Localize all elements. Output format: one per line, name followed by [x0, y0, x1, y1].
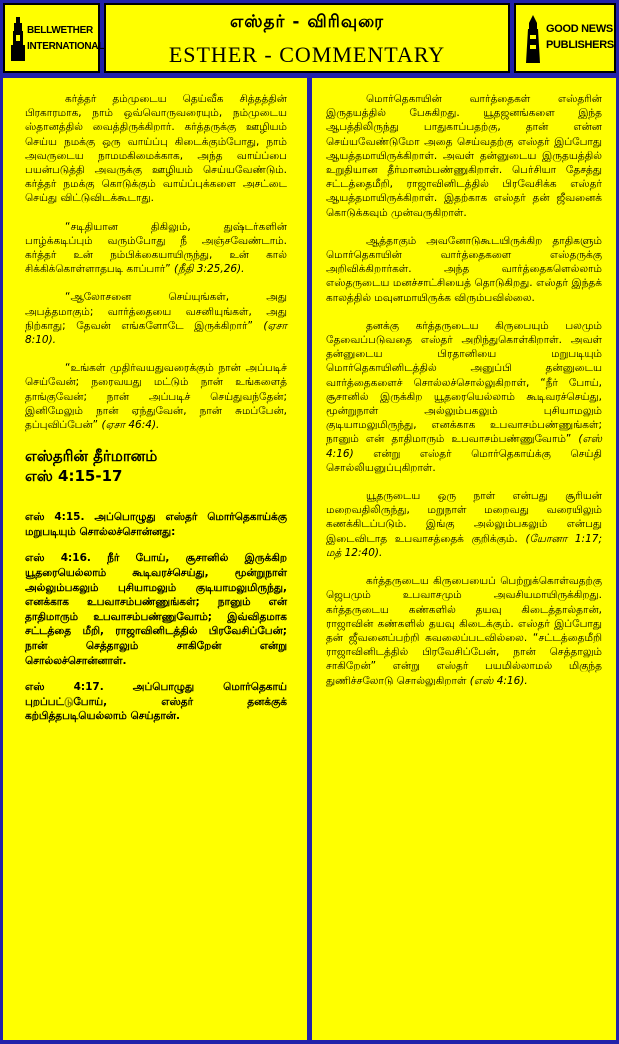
verse-4-15: எஸ் 4:15. அப்பொழுது எஸ்தர் மொர்தெகாய்க்கு மறுபடியும் சொல்லச்சொன்னது:: [25, 511, 287, 538]
section-heading-title: எஸ்தரின் தீர்மானம்: [25, 447, 158, 466]
commentary-paragraph-3-ref: (எஸ் 4:16): [326, 433, 602, 460]
commentary-paragraph-1: [326, 92, 602, 220]
quote-proverbs-text: “சடிதியான திகிலும், துஷ்டர்களின் பாழ்க்கடிப்பும் வரும்போது நீ அஞ்சவேண்டாம். கர்த்தர் உன் நம்பிக்கையாயிருந்து, உன் கால் சிக்கிக்கொள்ளாதபடி காப்பார்”: [25, 220, 287, 276]
verse-4-17: எஸ் 4:17. அப்பொழுது மொர்தெகாய் புறப்பட்டுபோய், எஸ்தர் தனக்குக் கற்பித்தபடியெல்லாம் செய்தான்.: [25, 681, 287, 723]
section-heading-reference: எஸ் 4:15-17: [25, 467, 123, 486]
good-news-logo: [514, 3, 616, 73]
quote-isaiah-46-ref: (ஏசா 46:4).: [101, 419, 160, 432]
commentary-paragraph-2: [326, 234, 602, 305]
right-column: [312, 78, 616, 1040]
quote-isaiah-8-ref: (ஏசா 8:10).: [25, 319, 287, 347]
quote-isaiah-8: [25, 290, 287, 347]
bellwether-logo-line1: BELLWETHER: [27, 25, 93, 36]
commentary-paragraph-4: [326, 489, 602, 560]
commentary-paragraph-3-text: தனக்கு கர்த்தருடைய கிருபையும் பலமும் தேவைப்படுவதை எஸ்தர் அறிந்துகொள்கிறாள். அவள் தன்னுடைய பிரதானியை மறுபடியும் மொர்தெகாயினிடத்தில் அனுப்பி தன்னுடைய வார்த்தைகளைச் சொல்லச்சொல்லுகிறாள், “நீர் போய், சூசானில் இருக்கிற யூதரையெல்லாம் கூடிவரச்செய்து, மூன்றுநாள் அல்லும்பகலும் புசியாமலும் குடியாமலுமிருந்து, எனக்காக உபவாசம்பண்ணுங்கள்; நானும் என் தாதிமாரும் உபவாசம்பண்ணுவோம்”: [326, 319, 602, 446]
left-column: [3, 78, 307, 1040]
intro-paragraph: [25, 92, 287, 206]
section-heading: [25, 446, 287, 486]
commentary-paragraph-5: [326, 574, 602, 688]
commentary-paragraph-3: [326, 319, 602, 475]
quote-isaiah-8-text: “ஆலோசனை செய்யுங்கள், அது அபத்தமாகும்; வார்த்தையை வசனியுங்கள், அது நிற்காது; தேவன் எங்களோடே இருக்கிறார்”: [25, 291, 287, 332]
bellwether-logo: [3, 3, 105, 73]
title-block: [104, 3, 510, 73]
quote-isaiah-46: [25, 361, 287, 432]
quote-proverbs-ref: (நீதி 3:25,26).: [174, 263, 245, 276]
bellwether-logo-line2: INTERNATIONAL: [27, 41, 105, 52]
commentary-paragraph-5-text: கர்த்தருடைய கிருபையைப் பெற்றுக்கொள்வதற்கு ஜெபமும் உபவாசமும் அவசியமாயிருக்கிறது. கர்த்தருடைய கண்களில் தயவு கிடைத்தால்தான், ராஜாவின் கண்களில் தயவு கிடைக்கும். எஸ்தர் இப்போது தன் ஜீவனைப்பற்றி கவலைப்படவில்லை. “சட்டத்தைமீறி ராஜாவினிடத்தில் பிரவேசிப்பேன், நான் செத்தாலும் சாகிறேன்” என்று எஸ்தர் பயமில்லாமல் மிகுந்த துணிச்சலோடு சொல்லுகிறாள்: [326, 575, 602, 687]
commentary-paragraph-5-ref: (எஸ் 4:16).: [469, 674, 528, 687]
bell-tower-icon: [11, 17, 25, 61]
page-header: [3, 3, 616, 73]
intro-paragraph-text: கர்த்தர் தம்முடைய தெய்வீக சித்தத்தின் பிரகாரமாக, நாம் ஒவ்வொருவரையும், நம்முடைய ஸ்தானத்தில் வைத்திருக்கிறார். கர்த்தருக்கு ஊழியம் செய்ய நமக்கு ஒரு வாய்ப்பு கிடைக்கும்போது, நாம் அவருடைய நாமமகிமைக்காக, அந்த வாய்ப்பை பயன்படுத்தி அவருக்கு ஊழியம் செய்யவேண்டும். கர்த்தர் நமக்கு கொடுக்கும் வாய்ப்புக்களை அசட்டை செய்து விட்டுவிடக்கூடாது.: [25, 93, 287, 205]
quote-proverbs: [25, 220, 287, 277]
verse-4-16: எஸ் 4:16. நீர் போய், சூசானில் இருக்கிற யூதரையெல்லாம் கூடிவரச்செய்து, மூன்றுநாள் அல்லும்பகலும் புசியாமலும் குடியாமலுமிருந்து, எனக்காக உபவாசம்பண்ணுங்கள்; நானும் என் தாதிமாரும் உபவாசம்பண்ணுவோம்; இவ்விதமாக சட்டத்தை மீறி, ராஜாவினிடத்தில் பிரவேசிப்பேன்; நான் செத்தாலும் சாகிறேன் என்று சொல்லச்சொன்னாள்.: [25, 552, 287, 667]
quote-isaiah-46-text: “உங்கள் முதிர்வயதுவரைக்கும் நான் அப்படிச் செய்வேன்; நரைவயது மட்டும் நான் உங்களைத் தாங்குவேன்; நான் அப்படிச் செய்துவந்தேன்; இனிமேலும் நான் ஏந்துவேன், நான் சுமப்பேன், தப்புவிப்பேன்”: [25, 362, 287, 432]
commentary-paragraph-4-text: யூதருடைய ஒரு நாள் என்பது சூரியன் மறைவதிலிருந்து, மறுநாள் மறைவது வரையிலும் கணக்கிடப்படும். இங்கு அல்லும்பகலும் என்பது இடைவிடாத உபவாசத்தைக் குறிக்கும்.: [326, 490, 602, 545]
commentary-paragraph-1-text: மொர்தெகாயின் வார்த்தைகள் எஸ்தரின் இருதயத்தில் பேசுகிறது. யூதஜனங்களை இந்த ஆபத்திலிருந்து பாதுகாப்பதற்கு, தான் என்ன செய்யவேண்டுமோ அதை செய்வதற்கு எஸ்தர் இப்போது ஆயத்தமாயிருக்கிறாள். அவள் தன்னுடைய இருதயத்தில் உறுதியான தீர்மானம்பண்ணுகிறாள். பெர்சியா தேசத்து சட்டத்தைமீறி, ராஜாவினிடத்தில் பிரவேசிக்க எஸ்தர் ஆயத்தமாயிருக்கிறாள். இதற்காக எஸ்தர் தன் ஜீவனைக் கொடுக்கவும் முன்வருகிறாள்.: [326, 93, 602, 219]
good-news-logo-line1: GOOD NEWS: [546, 23, 613, 35]
commentary-paragraph-2-text: ஆத்தாகும் அவனோடுகூடயிருக்கிற தாதிகளும் மொர்தெகாயின் வார்த்தைகளை எஸ்தருக்கு அறிவிக்கிறார்கள். அந்த வார்த்தைகளெல்லாம் எஸ்தருடைய மனச்சாட்சியைத் தொடுகிறது. எஸ்தர் இந்தக் காலத்தில் மவுனமாயிருக்க விரும்பவில்லை.: [326, 234, 602, 304]
commentary-paragraph-4-ref: (யோனா 1:17; மத் 12:40).: [326, 532, 602, 559]
page-title-tamil: எஸ்தர் - விரிவுரை: [229, 12, 385, 32]
page-title-english: ESTHER - COMMENTARY: [168, 42, 446, 67]
good-news-logo-line2: PUBLISHERS: [546, 39, 614, 51]
lighthouse-icon: [524, 15, 542, 63]
commentary-paragraph-3-tail: என்று எஸ்தர் மொர்தெகாய்க்கு செய்தி சொல்லியனுப்புகிறாள்.: [326, 447, 602, 474]
